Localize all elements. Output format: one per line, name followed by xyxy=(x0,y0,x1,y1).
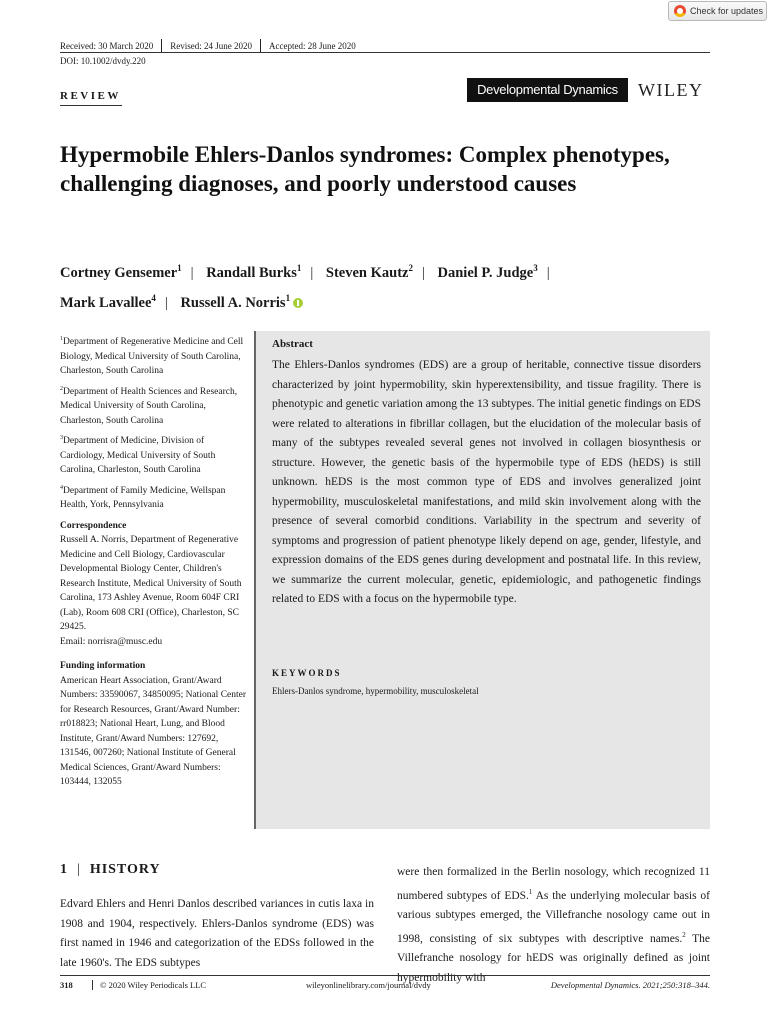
author-separator: | xyxy=(546,265,550,281)
affiliation: $^4$Department of Family Medicine, Wellspan Health, York, Pennsylvania xyxy=(60,484,226,510)
author-separator: | xyxy=(190,265,194,281)
accepted-date: Accepted: 28 June 2020 xyxy=(260,39,364,53)
author-name[interactable]: Steven Kautz$^2$ xyxy=(325,263,413,281)
journal-logo: Developmental Dynamics xyxy=(467,78,628,102)
article-type-label: REVIEW xyxy=(60,90,121,102)
orcid-icon[interactable] xyxy=(293,298,303,308)
author-name[interactable]: Daniel P. Judge$^3$ xyxy=(437,263,538,281)
journal-url[interactable]: wileyonlinelibrary.com/journal/dvdy xyxy=(306,980,431,990)
received-date: Received: 30 March 2020 xyxy=(60,41,154,51)
check-for-updates-label: Check for updates xyxy=(690,6,764,16)
affiliation: $^2$Department of Health Sciences and Research, Medical University of South Carolina, Charleston, South Carolina xyxy=(60,385,238,426)
author-separator: | xyxy=(310,265,314,281)
crossmark-icon xyxy=(674,5,686,17)
body-text-right-column: were then formalized in the Berlin nosology, which recognized 11 numbered subtypes of EDS.$^1$ As the underlying molecular basis of various subtypes emerged, the Villefranche nosology came out in 1998, consisting of six subtypes with descriptive names.$^2$ The Villefranche nosology for hEDS was originally defined as joint hypermobility with xyxy=(397,866,711,984)
correspondence-text: Russell A. Norris, Department of Regenerative Medicine and Cell Biology, Cardiovascular Developmental Biology Center, Children's Research Institute, Medical University of South Carolina, 173 Ashley Avenue, Room 604F CRI (Lab), Room 608 CRI (Office), Charleston, SC 29425. xyxy=(60,535,242,632)
footer-divider xyxy=(60,975,710,976)
section-title: HISTORY xyxy=(89,862,161,877)
section-heading xyxy=(60,862,161,878)
publisher-logo: WILEY xyxy=(638,80,704,100)
keywords-heading: KEYWORDS xyxy=(272,668,342,678)
section-separator: | xyxy=(77,862,81,877)
author-name[interactable]: Randall Burks$^1$ xyxy=(206,263,302,281)
page-number: 318 xyxy=(60,980,73,990)
check-for-updates-button[interactable] xyxy=(668,1,767,21)
abstract-heading: Abstract xyxy=(272,338,313,350)
abstract-text: The Ehlers-Danlos syndromes (EDS) are a group of heritable, connective tissue disorders characterized by joint hypermobility, skin hyperextensibility, and tissue fragility. There is phenotypic and genetic variation among the 13 subtypes. The initial genetic findings on EDS were related to alterations in fibrillar collagen, but the elucidation of the molecular basis of many of the subtypes revealed several genes not involved in collagen biosynthesis or structure. However, the genetic basis of the hypermobile type of EDS (hEDS) is still unknown. hEDS is the most common type of EDS and involves generalized joint hypermobility, musculoskeletal manifestations, and mild skin involvement along with the presence of several comorbid conditions. Variability in the spectrum and severity of symptoms and progression of patient phenotype likely depend on age, gender, lifestyle, and expression domains of the EDS genes during development and postnatal life. In this review, we summarize the current molecular, genetic, epidemiologic, and pathogenetic findings related to EDS with a focus on the hypermobile type. xyxy=(272,359,701,605)
funding-text: American Heart Association, Grant/Award Numbers: 33590067, 34850095; National Center for Research Resources, Grant/Award Number: rr018823; National Heart, Lung, and Blood Institute, Grant/Award Numbers: 127692, 131546, 007260; National Institute of General Medical Sciences, Grant/Award Numbers: 103444, 132055 xyxy=(60,675,247,787)
reference-link[interactable]: 2 xyxy=(682,930,686,939)
body-text-left-column: Edvard Ehlers and Henri Danlos described variances in cutis laxa in 1908 and 1904, respectively. Ehlers-Danlos syndrome (EDS) was first named in 1946 and categorization of the EDSs followed in the late 1960's. The EDS subtypes xyxy=(60,898,374,969)
correspondence-heading: Correspondence xyxy=(60,520,127,531)
copyright: © 2020 Wiley Periodicals LLC xyxy=(92,980,206,990)
correspondence-email[interactable]: Email: norrisra@musc.edu xyxy=(60,636,163,647)
author-name[interactable]: Mark Lavallee$^4$ xyxy=(60,293,156,311)
reference-link[interactable]: 1 xyxy=(528,887,533,896)
article-sidebar xyxy=(60,332,248,793)
article-dates xyxy=(60,39,364,53)
header-divider xyxy=(60,52,710,53)
keywords-text: Ehlers-Danlos syndrome, hypermobility, musculoskeletal xyxy=(272,686,479,696)
affiliation: $^3$Department of Medicine, Division of Cardiology, Medical University of South Carolina, Charleston, South Carolina xyxy=(60,435,216,475)
article-title: Hypermobile Ehlers-Danlos syndromes: Complex phenotypes, challenging diagnoses, and poorly understood causes xyxy=(60,142,670,196)
author-name[interactable]: Russell A. Norris$^1$ xyxy=(180,293,291,311)
doi[interactable]: DOI: 10.1002/dvdy.220 xyxy=(60,56,146,66)
revised-date: Revised: 24 June 2020 xyxy=(161,39,260,53)
author-name[interactable]: Cortney Gensemer$^1$ xyxy=(60,263,182,281)
section-number: 1 xyxy=(60,862,68,877)
author-separator: | xyxy=(164,295,168,311)
funding-heading: Funding information xyxy=(60,661,146,671)
affiliation: $^1$Department of Regenerative Medicine and Cell Biology, Medical University of South Carolina, Charleston, South Carolina xyxy=(60,336,244,376)
citation: Developmental Dynamics. 2021;250:318–344. xyxy=(550,980,710,990)
article-type-underline xyxy=(60,105,122,106)
author-separator: | xyxy=(421,265,425,281)
author-list xyxy=(60,256,720,316)
